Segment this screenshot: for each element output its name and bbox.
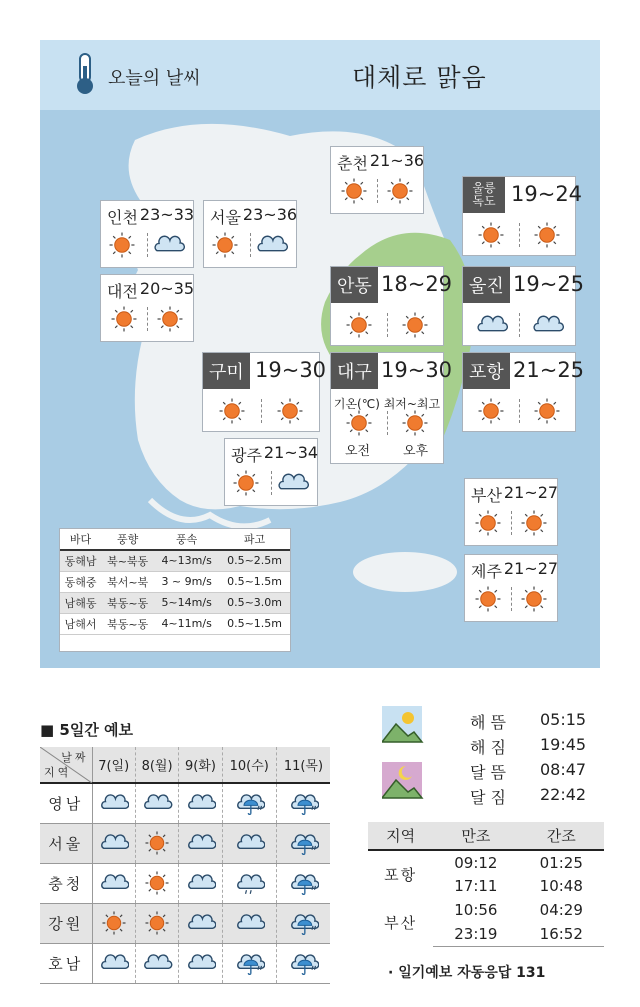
sunny-icon <box>475 510 501 536</box>
forecast5-row <box>40 903 330 943</box>
tide-row: 포항 09:12 01:25 <box>384 853 583 884</box>
cloud-icon <box>135 943 178 983</box>
rain-icon <box>222 943 276 983</box>
sunny-icon <box>109 232 135 258</box>
cloud-icon <box>179 943 222 983</box>
sunny-icon <box>534 222 560 248</box>
day-header: 11(목) <box>276 747 330 783</box>
sunny-icon <box>135 823 178 863</box>
sunny-icon <box>475 586 501 612</box>
shower-icon <box>222 863 276 903</box>
sunny-icon <box>346 312 372 338</box>
cloud-icon <box>92 943 135 983</box>
cloud-icon <box>275 470 309 496</box>
sky-summary: 대체로 맑음 <box>352 63 487 92</box>
sunny-icon <box>157 306 183 332</box>
cloud-icon <box>151 232 185 258</box>
city-card-daejeon: 대전 20~35 <box>100 274 194 342</box>
forecast5-row <box>40 943 330 983</box>
sunny-icon <box>135 863 178 903</box>
sunny-icon <box>92 903 135 943</box>
sea-row: 동해남 북~북동 4~13m/s 0.5~2.5m <box>60 550 290 571</box>
cloud-icon <box>222 823 276 863</box>
cloud-icon <box>530 312 564 338</box>
sunny-icon <box>402 410 428 436</box>
sunny-icon <box>212 232 238 258</box>
sunny-icon <box>521 586 547 612</box>
city-card-andong: 안동 18~29 <box>330 266 444 346</box>
sunny-icon <box>478 222 504 248</box>
day-header: 7(일) <box>92 747 135 783</box>
city-card-gumi: 구미 19~30 <box>202 352 320 432</box>
sea-row: 남해서 북동~동 4~11m/s 0.5~1.5m <box>60 613 290 634</box>
rain-icon <box>276 863 330 903</box>
sunny-icon <box>346 410 372 436</box>
forecast5-row <box>40 863 330 903</box>
phone-service-note: · 일기예보 자동응답 131 <box>388 965 546 981</box>
forecast5-table <box>40 747 330 984</box>
cloud-icon <box>92 783 135 823</box>
sunny-icon <box>387 178 413 204</box>
sunrise-row: 해 뜸 05:15 <box>470 710 587 732</box>
forecast5-row <box>40 783 330 823</box>
cloud-icon <box>179 783 222 823</box>
header-title: 오늘의 날씨 <box>108 68 201 89</box>
sunny-icon <box>135 903 178 943</box>
sea-row: 동해중 북서~북 3 ~ 9m/s 0.5~1.5m <box>60 571 290 592</box>
cloud-icon <box>92 823 135 863</box>
temp-legend: 기온(℃) 최저~최고 <box>333 397 441 411</box>
region-label: 서울 <box>40 823 92 863</box>
thermometer-icon <box>72 52 98 96</box>
moonrise-row: 달 뜸 08:47 <box>470 760 587 782</box>
cloud-icon <box>474 312 508 338</box>
sunny-icon <box>478 398 504 424</box>
day-header: 8(월) <box>135 747 178 783</box>
cloud-icon <box>222 903 276 943</box>
region-label: 강원 <box>40 903 92 943</box>
sunny-icon <box>233 470 259 496</box>
sunny-icon <box>521 510 547 536</box>
cloud-icon <box>179 863 222 903</box>
city-card-jeju: 제주 21~27 <box>464 554 558 622</box>
city-card-seoul: 서울 23~36 <box>203 200 297 268</box>
city-card-chuncheon: 춘천 21~36 <box>330 146 424 214</box>
cloud-icon <box>92 863 135 903</box>
sea-conditions-table: 바다 풍향 풍속 파고 동해남 북~북동 4~13m/s 0.5~2.5m 동해중 북서~북 3 ~ 9m/s 0.5~1.5m 남해동 북동~동 5~14m/s 0.5~3.0m 남해서 북동~동 4~11m/s 0.5~1.5m <box>59 528 291 652</box>
sunny-icon <box>402 312 428 338</box>
cloud-icon <box>254 232 288 258</box>
sun-moon-icons <box>382 706 426 802</box>
day-header: 9(화) <box>179 747 222 783</box>
city-card-daegu: 대구 19~30 기온(℃) 최저~최고 오전 오후 <box>330 352 444 464</box>
region-label: 영남 <box>40 783 92 823</box>
cloud-icon <box>135 783 178 823</box>
rain-icon <box>222 783 276 823</box>
rain-icon <box>276 943 330 983</box>
day-header: 10(수) <box>222 747 276 783</box>
city-card-uljin: 울진 19~25 <box>462 266 576 346</box>
sunny-icon <box>341 178 367 204</box>
cloud-icon <box>179 823 222 863</box>
forecast5-corner: 날짜 지역 <box>40 747 92 783</box>
city-card-incheon: 인천 23~33 <box>100 200 194 268</box>
city-card-gwangju: 광주 21~34 <box>224 438 318 506</box>
am-label: 오전 <box>345 444 371 459</box>
moonset-row: 달 짐 22:42 <box>470 785 587 807</box>
rain-icon <box>276 823 330 863</box>
rain-icon <box>276 903 330 943</box>
pm-label: 오후 <box>403 444 429 459</box>
sunny-icon <box>219 398 245 424</box>
forecast5-title: ■ 5일간 예보 <box>40 721 134 739</box>
weather-map <box>40 40 600 668</box>
city-card-pohang: 포항 21~25 <box>462 352 576 432</box>
rain-icon <box>276 783 330 823</box>
tide-row: 부산 10:56 04:29 <box>384 901 583 932</box>
cloud-icon <box>179 903 222 943</box>
forecast5-row <box>40 823 330 863</box>
sea-row: 남해동 북동~동 5~14m/s 0.5~3.0m <box>60 592 290 613</box>
region-label: 호남 <box>40 943 92 983</box>
sunny-icon <box>534 398 560 424</box>
city-card-ulleung: 울릉 독도 19~24 <box>462 176 576 256</box>
sunset-row: 해 짐 19:45 <box>470 735 587 757</box>
sunny-icon <box>111 306 137 332</box>
map-header <box>40 40 600 110</box>
city-card-busan: 부산 21~27 <box>464 478 558 546</box>
sunny-icon <box>277 398 303 424</box>
tide-table: 지역 만조 간조 포항 09:12 01:25 17:11 10:48 부산 10:56 04:29 23:19 16:52 <box>368 822 604 947</box>
region-label: 충청 <box>40 863 92 903</box>
